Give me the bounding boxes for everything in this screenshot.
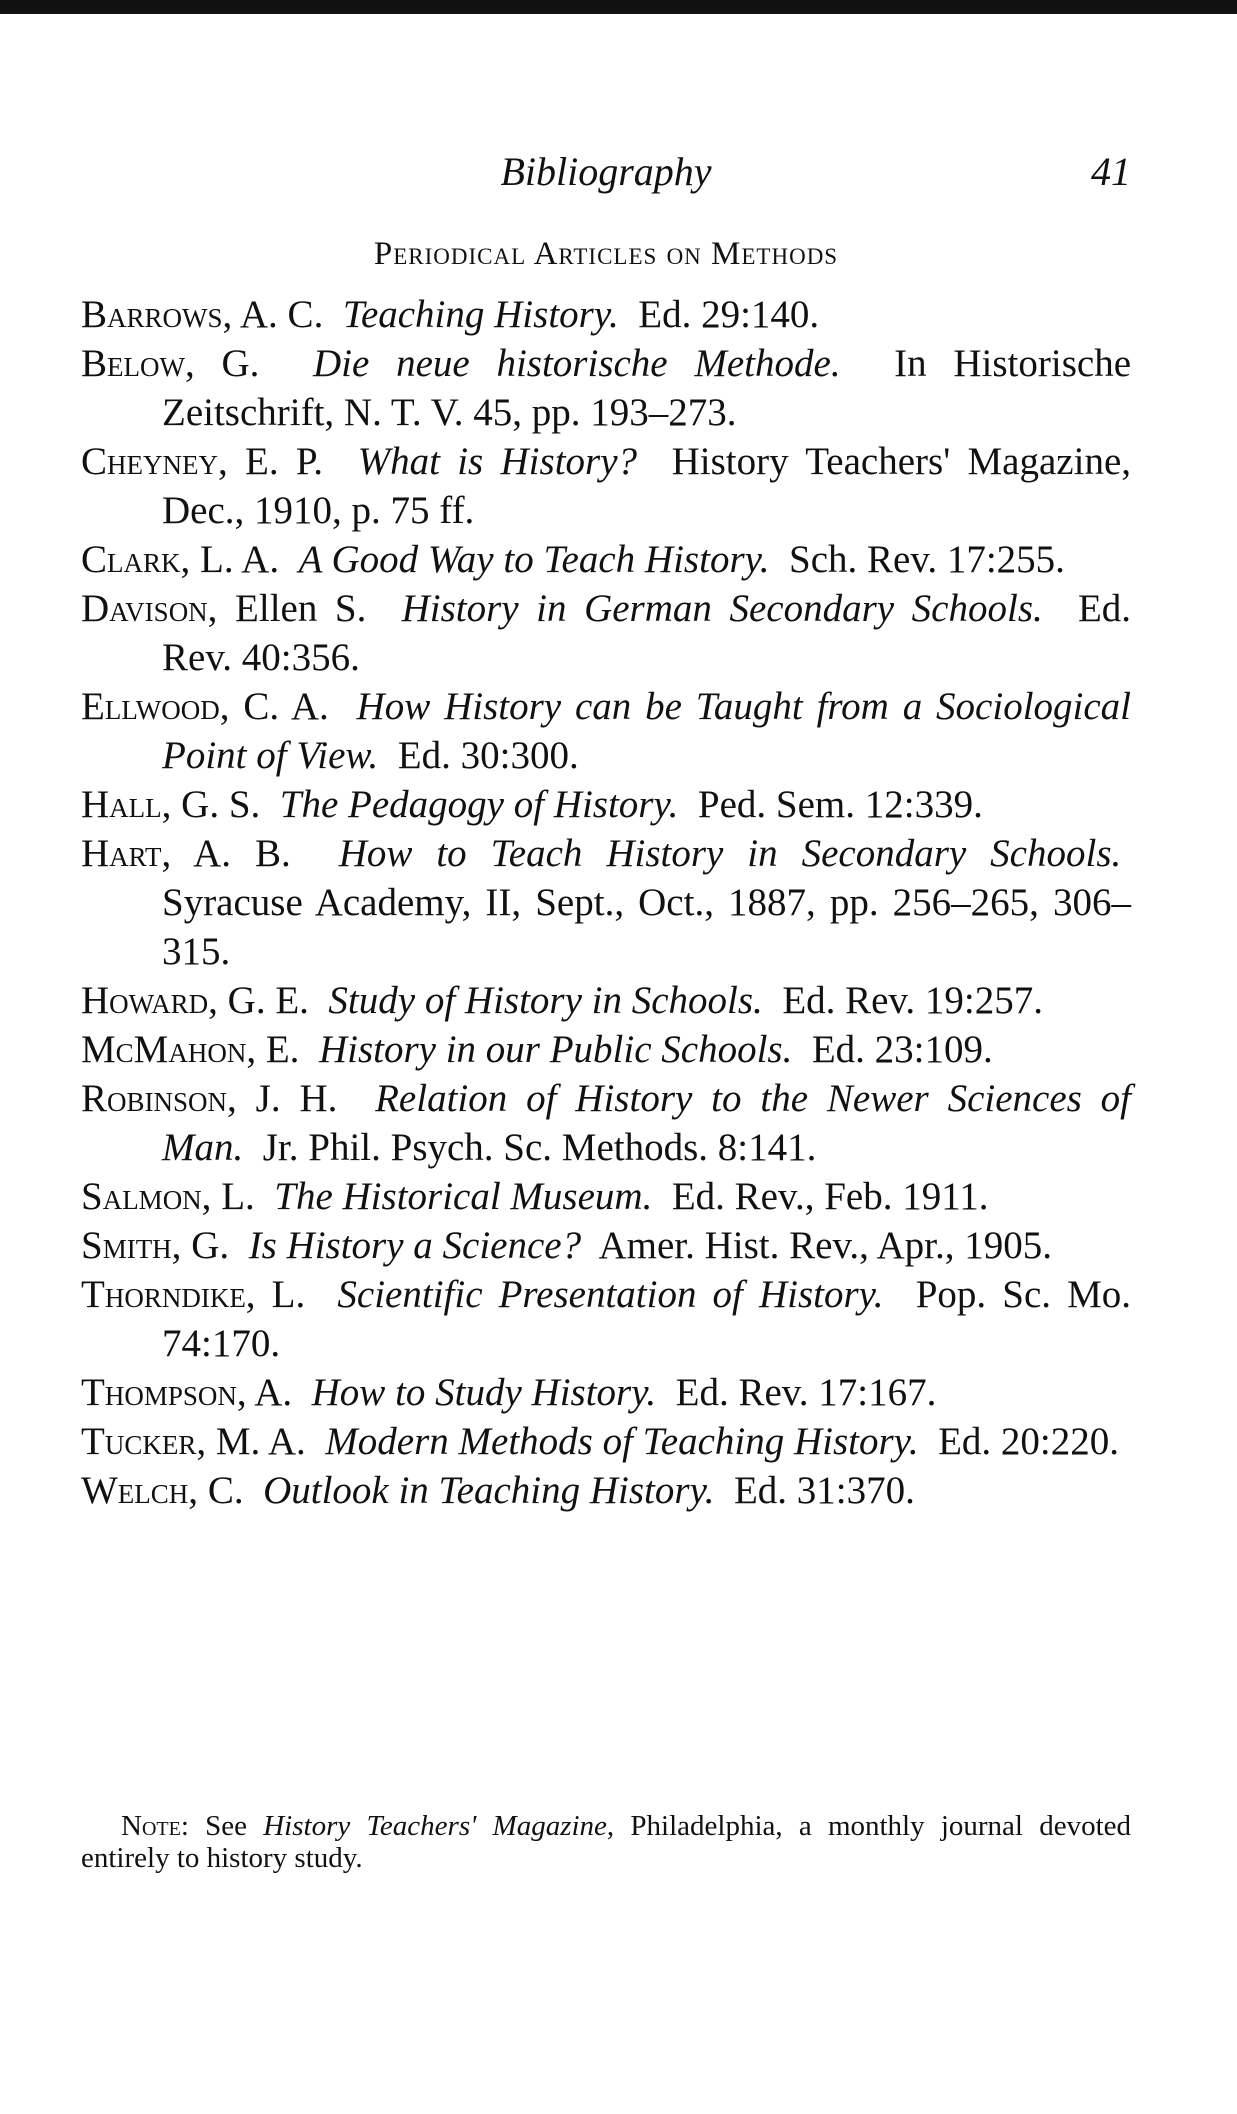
entry-author: Salmon, <box>81 1175 212 1218</box>
entry-title: History in German Secondary Schools. <box>401 587 1043 630</box>
entry-initials: A. <box>254 1371 293 1414</box>
bibliography-entry <box>81 1270 1131 1368</box>
bibliography-entry <box>81 1368 1131 1417</box>
entry-initials: E. P. <box>245 440 324 483</box>
bibliography-entry <box>81 682 1131 780</box>
bibliography-list <box>81 290 1131 1515</box>
bibliography-entry <box>81 829 1131 976</box>
entry-initials: Ellen S. <box>235 587 367 630</box>
entry-author: Davison, <box>81 587 218 630</box>
entry-initials: G. <box>191 1224 230 1267</box>
entry-title: Study of History in Schools. <box>328 979 763 1022</box>
footnote <box>81 1810 1131 1874</box>
entry-author: Smith, <box>81 1224 182 1267</box>
entry-initials: L. <box>221 1175 255 1218</box>
entry-source: Syracuse Academy, II, Sept., Oct., 1887, pp. 256–265, 306–315. <box>162 881 1131 973</box>
entry-source: Amer. Hist. Rev., Apr., 1905. <box>598 1224 1053 1267</box>
entry-initials: A. C. <box>239 293 324 336</box>
note-label: Note: <box>121 1810 189 1842</box>
bibliography-entry <box>81 1025 1131 1074</box>
entry-title: The Historical Museum. <box>274 1175 653 1218</box>
bibliography-entry <box>81 1417 1131 1466</box>
section-heading: Periodical Articles on Methods <box>373 236 839 272</box>
entry-source: History Teachers' Magazine, Dec., 1910, p. 75 ff. <box>162 440 1132 532</box>
entry-source: Ed. 30:300. <box>397 734 579 777</box>
entry-author: Barrows, <box>81 293 233 336</box>
entry-initials: G. <box>221 342 260 385</box>
entry-title: Outlook in Teaching History. <box>263 1469 715 1512</box>
entry-initials: L. <box>271 1273 306 1316</box>
entry-initials: M. A. <box>215 1420 306 1463</box>
entry-author: Howard, <box>81 979 218 1022</box>
entry-author: Clark, <box>81 538 191 581</box>
entry-source: Ed. 29:140. <box>638 293 820 336</box>
running-header <box>81 148 1131 198</box>
entry-title: What is History? <box>357 440 638 483</box>
bibliography-entry <box>81 976 1131 1025</box>
entry-title: Modern Methods of Teaching History. <box>325 1420 919 1463</box>
note-post: , Philadelphia, a monthly journal devoted entirely to history study. <box>81 1810 1132 1874</box>
entry-initials: J. H. <box>255 1077 338 1120</box>
entry-initials: L. A. <box>200 538 280 581</box>
entry-source: In Historische Zeitschrift, N. T. V. 45, pp. 193–273. <box>162 342 1132 434</box>
entry-author: McMahon, <box>81 1028 257 1071</box>
entry-author: Cheyney, <box>81 440 228 483</box>
entry-author: Welch, <box>81 1469 199 1512</box>
entry-initials: G. S. <box>181 783 261 826</box>
entry-source: Ed. Rev. 40:356. <box>162 587 1132 679</box>
bibliography-entry <box>81 437 1131 535</box>
entry-author: Thompson, <box>81 1371 247 1414</box>
entry-initials: E. <box>265 1028 300 1071</box>
entry-title: The Pedagogy of History. <box>279 783 679 826</box>
entry-title: How History can be Taught from a Sociological Point of View. <box>162 685 1132 777</box>
entry-source: Ed. Rev. 19:257. <box>782 979 1044 1022</box>
entry-source: Ed. 20:220. <box>938 1420 1120 1463</box>
entry-title: Die neue historische Methode. <box>312 342 841 385</box>
entry-initials: A. B. <box>193 832 291 875</box>
bibliography-entry <box>81 535 1131 584</box>
entry-author: Ellwood, <box>81 685 230 728</box>
entry-author: Tucker, <box>81 1420 207 1463</box>
entry-author: Below, <box>81 342 195 385</box>
entry-author: Robinson, <box>81 1077 237 1120</box>
note-magazine: History Teachers' Magazine <box>263 1810 607 1842</box>
bibliography-entry <box>81 1074 1131 1172</box>
bibliography-entry <box>81 1466 1131 1515</box>
entry-source: Jr. Phil. Psych. Sc. Methods. 8:141. <box>262 1126 817 1169</box>
entry-source: Pop. Sc. Mo. 74:170. <box>162 1273 1132 1365</box>
entry-title: A Good Way to Teach History. <box>298 538 770 581</box>
note-pre: See <box>205 1810 247 1842</box>
entry-source: Ped. Sem. 12:339. <box>697 783 983 826</box>
bibliography-entry <box>81 780 1131 829</box>
page-top-edge <box>0 0 1237 14</box>
bibliography-entry <box>81 290 1131 339</box>
entry-author: Hart, <box>81 832 172 875</box>
entry-source: Ed. Rev. 17:167. <box>675 1371 937 1414</box>
entry-title: History in our Public Schools. <box>318 1028 793 1071</box>
bibliography-entry <box>81 1221 1131 1270</box>
entry-source: Ed. 31:370. <box>733 1469 915 1512</box>
entry-title: Teaching History. <box>342 293 619 336</box>
entry-initials: C. <box>207 1469 244 1512</box>
entry-author: Thorndike, <box>81 1273 256 1316</box>
entry-title: How to Study History. <box>311 1371 657 1414</box>
entry-initials: G. E. <box>227 979 309 1022</box>
entry-source: Sch. Rev. 17:255. <box>789 538 1065 581</box>
entry-title: Scientific Presentation of History. <box>337 1273 884 1316</box>
entry-source: Ed. Rev., Feb. 1911. <box>671 1175 989 1218</box>
entry-source: Ed. 23:109. <box>811 1028 993 1071</box>
bibliography-entry <box>81 584 1131 682</box>
entry-title: How to Teach History in Secondary Schools. <box>338 832 1122 875</box>
page-number: 41 <box>1091 149 1131 194</box>
running-title: Bibliography <box>500 149 712 194</box>
entry-title: Is History a Science? <box>248 1224 582 1267</box>
bibliography-entry <box>81 339 1131 437</box>
bibliography-entry <box>81 1172 1131 1221</box>
entry-title: Relation of History to the Newer Sciences of Man. <box>162 1077 1132 1169</box>
entry-author: Hall, <box>81 783 172 826</box>
entry-initials: C. A. <box>243 685 329 728</box>
